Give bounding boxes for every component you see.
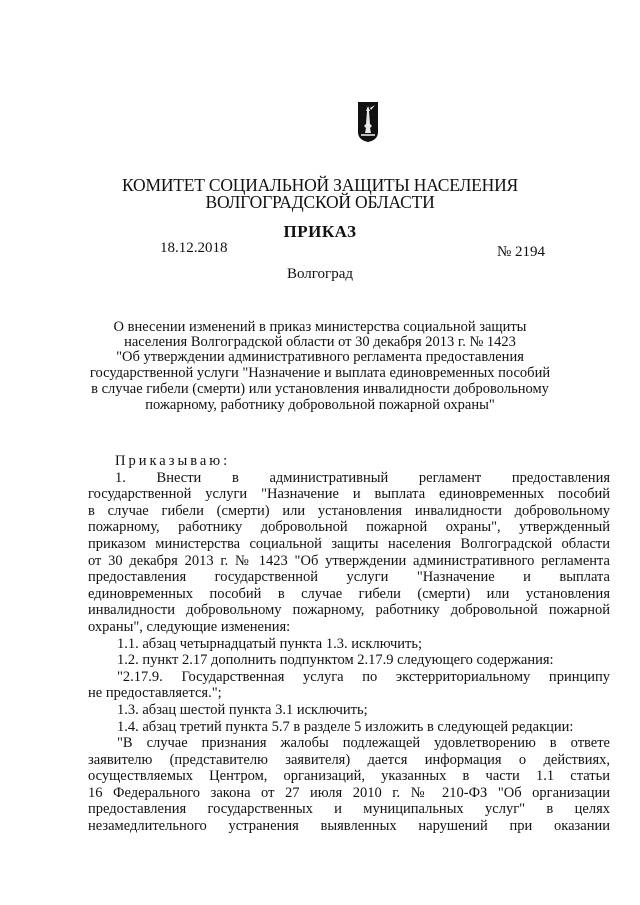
subject-line: населения Волгоградской области от 30 декабря 2013 г. № 1423	[124, 334, 516, 350]
order-directive: Приказываю:	[115, 453, 231, 469]
body-line: 1.4. абзац третий пункта 5.7 в разделе 5 изложить в следующей редакции:	[117, 718, 574, 735]
body-line: предоставления государственных и муниципальных услуг" в целях	[88, 801, 610, 818]
body-line: осуществляемых Центром, организаций, указанных в части 1.1 статьи	[88, 768, 610, 785]
subject-line: "Об утверждении административного регламента предоставления	[116, 349, 524, 365]
body-line: 16 Федерального закона от 27 июля 2010 г. № 210-ФЗ "Об организации	[88, 784, 610, 801]
order-number: № 2194	[497, 244, 546, 260]
order-title: ПРИКАЗ	[283, 222, 357, 241]
order-body	[88, 453, 610, 835]
body-line: 1. Внести в административный регламент предоставления	[115, 469, 610, 486]
body-line: "В случае признания жалобы подлежащей удовлетворению в ответе	[117, 735, 610, 752]
subject-line: О внесении изменений в приказ министерства социальной защиты	[113, 319, 527, 335]
volgograd-emblem-icon	[358, 102, 378, 142]
body-line: государственной услуги "Назначение и выплата единовременных пособий	[88, 486, 610, 503]
body-line: инвалидности добровольному пожарному, работнику добровольной пожарной	[88, 602, 610, 619]
body-line: "2.17.9. Государственная услуга по экстерриториальному принципу	[117, 668, 610, 685]
body-line: приказом министерства социальной защиты населения Волгоградской области	[88, 535, 610, 552]
body-line: 1.3. абзац шестой пункта 3.1 исключить;	[117, 701, 368, 718]
body-line: в случае гибели (смерти) или установления инвалидности добровольному	[88, 502, 610, 519]
body-line: незамедлительного устранения выявленных нарушений при оказании	[88, 818, 610, 835]
body-line: 1.1. абзац четырнадцатый пункта 1.3. исключить;	[117, 635, 423, 652]
body-line: от 30 декабря 2013 г. № 1423 "Об утверждении административного регламента	[88, 552, 610, 569]
subject-line: государственной услуги "Назначение и выплата единовременных пособий	[89, 365, 551, 381]
order-date: 18.12.2018	[160, 240, 228, 256]
body-line: не предоставляется.";	[88, 685, 222, 702]
subject-line: пожарному, работнику добровольной пожарной охраны"	[145, 397, 495, 413]
body-line: единовременных пособий в случае гибели (смерти) или установления	[88, 585, 610, 602]
body-line: заявителю (представителю заявителя) дается информация о действиях,	[88, 751, 610, 768]
org-name-line-2: ВОЛГОГРАДСКОЙ ОБЛАСТИ	[205, 192, 435, 212]
city: Волгоград	[286, 266, 353, 282]
org-name-line-1: КОМИТЕТ СОЦИАЛЬНОЙ ЗАЩИТЫ НАСЕЛЕНИЯ	[121, 175, 518, 195]
body-line: предоставления государственной услуги "Назначение и выплата	[88, 569, 610, 586]
body-line: охраны", следующие изменения:	[88, 618, 291, 635]
body-line: пожарному, работнику добровольной пожарной охраны", утвержденный	[88, 519, 610, 536]
body-line: 1.2. пункт 2.17 дополнить подпунктом 2.17.9 следующего содержания:	[117, 652, 554, 669]
subject-line: в случае гибели (смерти) или установления инвалидности добровольному	[91, 381, 549, 397]
